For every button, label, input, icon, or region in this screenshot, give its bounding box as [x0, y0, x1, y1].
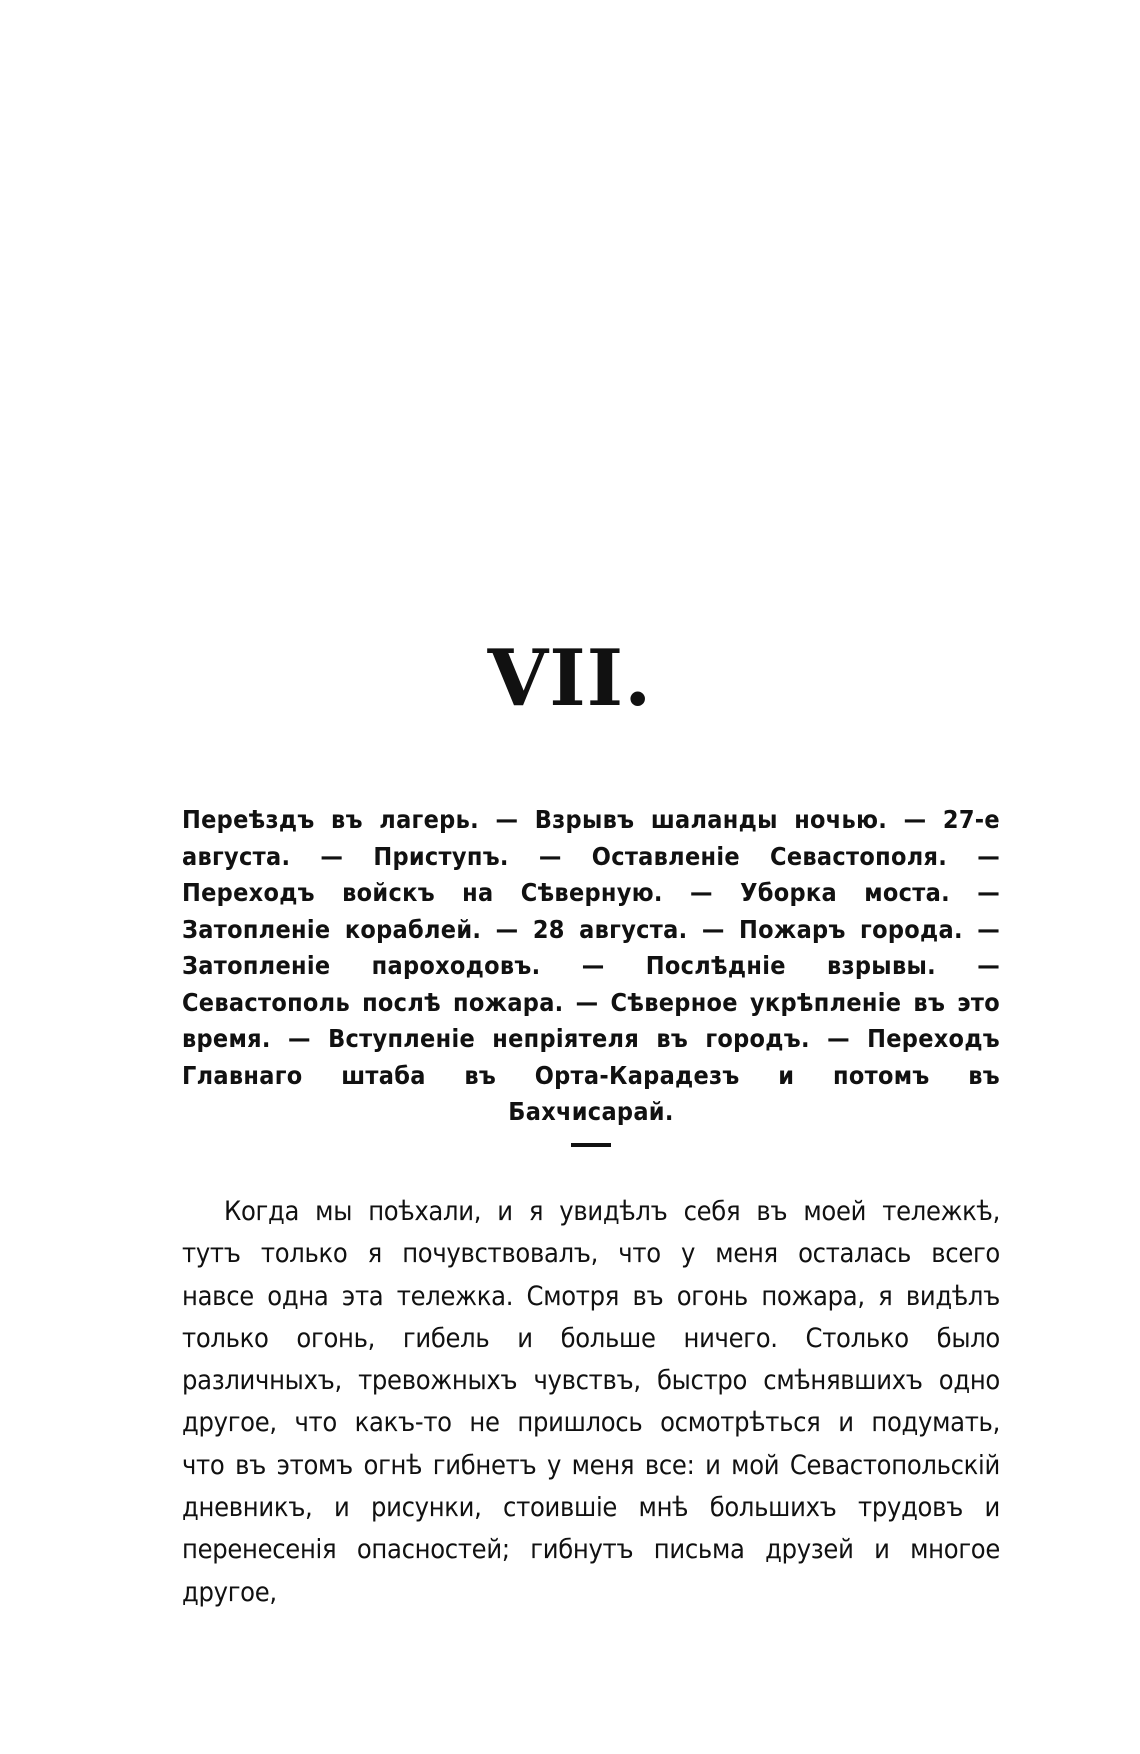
- section-divider: [571, 1143, 611, 1147]
- chapter-summary: Переѣздъ въ лагерь. — Взрывъ шаланды ночью. — 27-е августа. — Приступъ. — Оставленіе Севастополя. — Переходъ войскъ на Сѣверную. — Уборка моста. — Затопленіе кораблей. — 28 августа. — Пожаръ города. — Затопленіе пароходовъ. — Послѣдніе взрывы. — Севастополь послѣ пожара. — Сѣверное укрѣпленіе въ это время. — Вступленіе непріятеля въ городъ. — Переходъ Главнаго штаба въ Орта-Карадезъ и потомъ въ Бахчисарай.: [182, 805, 1000, 1126]
- body-paragraph: Когда мы поѣхали, и я увидѣлъ себя въ моей тележкѣ, тутъ только я почувствовалъ, что у меня осталась всего навсе одна эта тележка. Смотря въ огонь пожара, я видѣлъ только огонь, гибель и больше ничего. Столько было различныхъ, тревожныхъ чувствъ, быстро смѣнявшихъ одно другое, что какъ-то не пришлось осмотрѣться и подумать, что въ этомъ огнѣ гибнетъ у меня все: и мой Севастопольскій дневникъ, и рисунки, стоившіе мнѣ большихъ трудовъ и перенесенія опасностей; гибнутъ письма друзей и многое другое,: [182, 1196, 1000, 1608]
- chapter-number: VII.: [487, 633, 653, 724]
